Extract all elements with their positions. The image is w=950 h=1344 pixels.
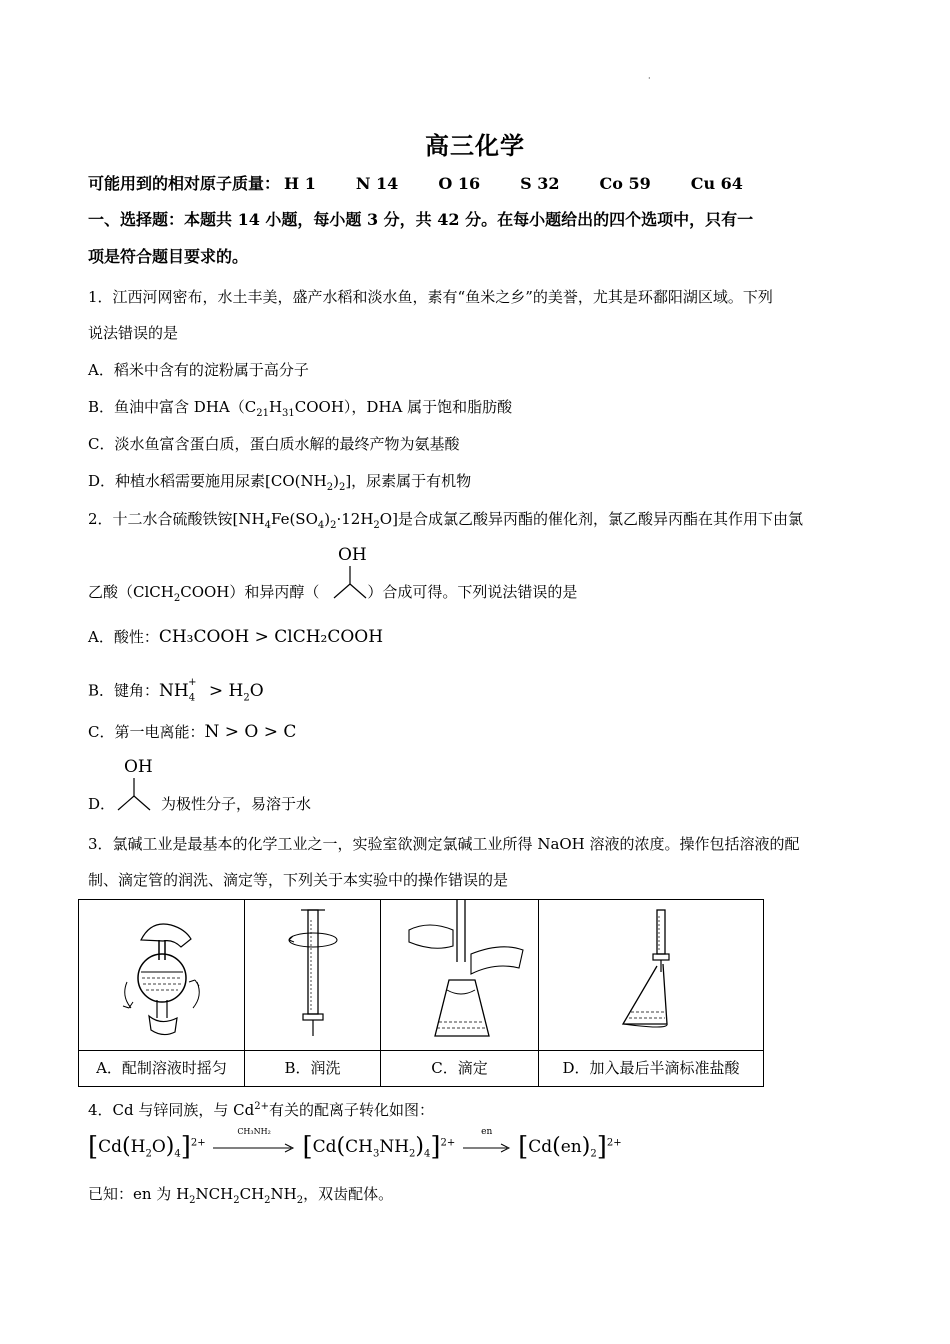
- q1-d-text-post: ]，尿素属于有机物: [345, 472, 472, 490]
- section-heading-line2: 项是符合题目要求的。: [88, 247, 249, 266]
- q3-stem-line1: 3．氯碱工业是最基本的化学工业之一，实验室欲测定氯碱工业所得 NaOH 溶液的浓度。操作包括溶液的配: [88, 835, 800, 853]
- atomic-mass-item: Cu 64: [690, 174, 743, 193]
- q2-stem-text-post: O]是合成氯乙酸异丙酯的催化剂，氯乙酸异丙酯在其作用下由氯: [379, 510, 803, 528]
- q2-d-label: D．: [88, 795, 116, 813]
- q2-b-label: B．键角：: [88, 681, 160, 700]
- q2-a-label: A．酸性：: [88, 628, 159, 646]
- q4-conversion-equation: $[Cd(H_2O)_4]^{2+}$ CH₃NH₂ $[Cd(CH_3NH_2)_4]^{2+}$ en $[Cd(en)_2]^{2+}$: [88, 1126, 622, 1162]
- q2-c-expr: N > O > C: [204, 722, 297, 742]
- final-drop-illustration: [539, 900, 763, 1050]
- q2-option-b: B．键角：$NH_4^+ > H_2O$: [88, 677, 264, 704]
- q3-option-a: A．配制溶液时摇匀: [79, 1050, 244, 1086]
- q3-cell-a: [79, 900, 245, 1086]
- q3-cell-d: [539, 900, 763, 1086]
- q1-stem-line1: 1．江西河网密布，水土丰美，盛产水稻和淡水鱼，素有“鱼米之乡”的美誉，尤其是环鄱阳湖区域。下列: [88, 288, 773, 306]
- flask-shaking-illustration: [79, 900, 245, 1050]
- q1-b-text: B．鱼油中富含 DHA（C: [88, 398, 257, 416]
- q4-known-text: 已知：en 为 H: [88, 1185, 190, 1203]
- q4-stem-text: 4．Cd 与锌同族，与 Cd: [88, 1101, 255, 1119]
- q1-b-text-post: COOH），DHA 属于饱和脂肪酸: [294, 398, 513, 416]
- titration-illustration: [381, 900, 539, 1050]
- q3-options-table: [78, 899, 764, 1087]
- q1-d-text: D．种植水稻需要施用尿素[CO(NH: [88, 472, 327, 490]
- reagent-1: CH₃NH₂: [237, 1126, 271, 1136]
- q4-known-line: 已知：en 为 $H_2NCH_2CH_2NH_2$，双齿配体。: [88, 1185, 394, 1206]
- oh-label: OH: [124, 757, 153, 777]
- oh-label: OH: [338, 545, 367, 565]
- q4-known-post: ，双齿配体。: [303, 1185, 394, 1203]
- page-dot: ·: [648, 74, 651, 83]
- reaction-arrow-2: [461, 1126, 513, 1158]
- atomic-masses-label: 可能用到的相对原子质量：: [88, 174, 281, 193]
- burette-rinse-illustration: [245, 900, 381, 1050]
- q2-option-a: [88, 626, 383, 648]
- q3-cell-b: [245, 900, 381, 1086]
- reagent-2: en: [481, 1126, 493, 1137]
- q2-stem2-text: 乙酸（ClCH: [88, 583, 174, 601]
- q2-option-d: [88, 793, 311, 815]
- q2-stem2-mid: COOH）和异丙醇（: [180, 583, 320, 601]
- q3-option-c: C．滴定: [381, 1050, 538, 1086]
- q3-cell-c: [381, 900, 539, 1086]
- q1-option-b: B．鱼油中富含 $DHA(C_{21}H_{31}COOH)$，DHA 属于饱和脂肪酸: [88, 398, 513, 419]
- q2-stem-line2: 乙酸（ClCH$_2$COOH）和异丙醇（ ）合成可得。下列说法错误的是: [88, 583, 578, 604]
- q3-option-b: B．润洗: [245, 1050, 380, 1086]
- q2-stem2-post: ）合成可得。下列说法错误的是: [367, 583, 578, 601]
- q4-stem: 4．Cd 与锌同族，与 $Cd^{2+}$有关的配离子转化如图：: [88, 1101, 435, 1119]
- q1-stem-line2: 说法错误的是: [88, 324, 179, 342]
- q3-option-d: D．加入最后半滴标准盐酸: [539, 1050, 763, 1086]
- atomic-mass-item: Co 59: [599, 174, 651, 193]
- section-heading-line1: 一、选择题：本题共 14 小题，每小题 3 分，共 42 分。在每小题给出的四个选项中，只有一: [88, 210, 754, 229]
- q2-stem-text: 2．十二水合硫酸铁铵[NH: [88, 510, 265, 528]
- q4-stem-post: 有关的配离子转化如图：: [269, 1101, 435, 1119]
- q2-option-c: [88, 721, 296, 743]
- q2-d-text: 为极性分子，易溶于水: [161, 795, 312, 813]
- atomic-masses-line: [88, 173, 783, 195]
- q2-stem-line1: 2．十二水合硫酸铁铵$[NH_4Fe(SO_4)_2\cdot 12H_2O]$是合成氯乙酸异丙酯的催化剂，氯乙酸异丙酯在其作用下由氯: [88, 510, 803, 531]
- q2-c-label: C．第一电离能：: [88, 723, 205, 741]
- page-title: 高三化学: [425, 131, 525, 160]
- q1-option-c: C．淡水鱼富含蛋白质，蛋白质水解的最终产物为氨基酸: [88, 435, 460, 453]
- atomic-mass-item: N 14: [355, 174, 399, 193]
- q1-option-d: D．种植水稻需要施用尿素$[CO(NH_2)_2]$，尿素属于有机物: [88, 472, 472, 493]
- q3-stem-line2: 制、滴定管的润洗、滴定等，下列关于本实验中的操作错误的是: [88, 871, 509, 889]
- atomic-mass-item: S 32: [520, 174, 560, 193]
- reaction-arrow-1: [211, 1126, 297, 1158]
- q2-a-expr: CH₃COOH > ClCH₂COOH: [158, 627, 384, 647]
- atomic-mass-item: O 16: [438, 174, 481, 193]
- q1-option-a: A．稻米中含有的淀粉属于高分子: [88, 361, 309, 379]
- atomic-mass-item: H 1: [284, 174, 316, 193]
